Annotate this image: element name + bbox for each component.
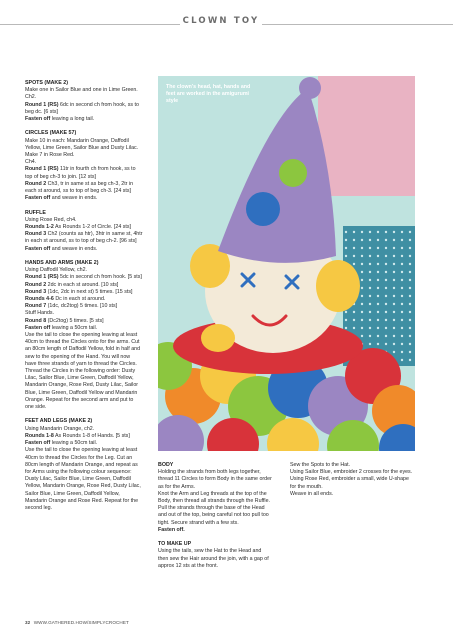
instruction-section (290, 462, 415, 498)
instruction-section (25, 260, 143, 411)
instruction-line (25, 296, 143, 303)
instruction-line (290, 469, 415, 476)
section-heading: CIRCLES (MAKE 57) (25, 130, 77, 137)
instruction-line (25, 325, 143, 332)
instruction-text: (1dc, 2dc in next st) 5 times. [15 sts] (46, 288, 133, 295)
instruction-text: Using the tails, sew the Hat to the Head and then sew the Hair around the join, with a gap of approx 12 sts at the front. (158, 548, 271, 569)
instruction-label: Fasten off (25, 116, 51, 123)
instruction-text: As Rounds 1-8 of Hands. [5 sts] (53, 432, 130, 439)
clown-toy-photo (158, 76, 415, 451)
instruction-text: (Dc2tog) 5 times. [5 sts] (46, 317, 104, 324)
instruction-line (158, 527, 273, 534)
instruction-text: Ch3, tr in same st as beg ch-3, 2tr in each st around, ss to top of beg ch-3. [24 sts] (25, 180, 135, 195)
instruction-line (25, 332, 143, 411)
header-rule-left (0, 24, 180, 25)
hair-right (316, 260, 360, 312)
instruction-text: Ch2. (25, 94, 37, 101)
instruction-text: Make one in Sailor Blue and one in Lime Green. (25, 87, 138, 94)
instruction-label: Fasten off (25, 440, 51, 447)
instruction-label: Rounds 1-8 (25, 432, 54, 439)
instruction-text: 5dc in second ch from hook. [5 sts] (58, 274, 142, 281)
instruction-line (25, 166, 143, 180)
instruction-text: 6dc in second ch from hook, ss to beg dc. [6 sts] (25, 101, 141, 115)
instruction-text: Sew the Spots to the Hat. (290, 462, 351, 468)
instruction-section (25, 80, 143, 123)
page-number: 32 (25, 620, 31, 625)
instruction-line (25, 433, 143, 440)
instruction-text: Using Daffodil Yellow, ch2. (25, 267, 88, 274)
page-header (0, 0, 453, 46)
instruction-text: Dc in each st around. (53, 296, 106, 303)
instruction-label: Round 1 (RS) (25, 166, 59, 173)
instruction-line (158, 469, 273, 491)
instruction-line (290, 476, 415, 490)
instruction-line (25, 138, 143, 160)
instruction-text: and weave in ends. (50, 245, 98, 252)
instruction-text: Weave in all ends. (290, 490, 334, 497)
section-title: CLOWN TOY (182, 16, 260, 26)
instruction-line (158, 548, 273, 570)
instruction-label: Round 1 (RS) (25, 101, 59, 108)
instruction-line (25, 87, 143, 94)
instruction-label: Round 3 (25, 231, 47, 238)
instruction-text: Using Mandarin Orange, ch2. (25, 425, 95, 432)
instruction-text: (1dc, dc2tog) 5 times. [10 sts] (46, 303, 118, 310)
instruction-text: Using Rose Red, embroider a small, wide U-shape for the mouth. (290, 476, 411, 490)
instruction-label: Round 7 (25, 303, 47, 310)
section-heading: BODY (158, 462, 174, 468)
instruction-line (25, 303, 143, 310)
section-heading: FEET AND LEGS (MAKE 2) (25, 418, 93, 425)
instruction-line (25, 231, 143, 245)
instruction-label: Fasten off. (158, 526, 185, 533)
photo-caption: The clown's head, hat, hands and feet are worked in the amigurumi style (166, 84, 251, 104)
instruction-line (25, 282, 143, 289)
instruction-line (25, 195, 143, 202)
instruction-line (158, 505, 273, 527)
instruction-text: Holding the strands from both legs together, thread 11 Circles to form Body in the same order as for the Arms. (158, 469, 274, 490)
instruction-text: Ch4. (25, 159, 37, 166)
hat-spot-blue (246, 192, 280, 226)
instruction-text: leaving a long tail. (50, 116, 95, 123)
instruction-line (290, 491, 415, 498)
instruction-line (290, 462, 415, 469)
hat-spot-green (279, 159, 307, 187)
instruction-text: 11tr in fourth ch from hook, ss to top of beg ch-3 to join. [12 sts] (25, 166, 138, 180)
instruction-text: 2dc in each st around. [10 sts] (46, 281, 119, 288)
instruction-line (25, 440, 143, 447)
hand (201, 324, 235, 352)
instruction-section (158, 541, 273, 570)
instruction-line (25, 94, 143, 101)
instruction-line (25, 289, 143, 296)
instruction-section (25, 418, 143, 512)
instruction-line (25, 274, 143, 281)
instruction-line (158, 491, 273, 505)
header-rule-right (262, 24, 453, 25)
instruction-label: Round 1 (RS) (25, 274, 59, 281)
instruction-label: Round 3 (25, 288, 47, 295)
text-column-middle (158, 462, 273, 577)
instruction-text: As Rounds 1-2 of Circle. [24 sts] (53, 224, 131, 231)
instruction-line (25, 318, 143, 325)
instruction-line (25, 102, 143, 116)
instruction-label: Fasten off (25, 324, 51, 331)
clown-illustration (158, 76, 415, 451)
text-column-right (290, 462, 415, 505)
instruction-text: Knot the Arm and Leg threads at the top of the Body, then thread all strands through the Ruffle. (158, 490, 270, 505)
instruction-text: Use the tail to close the opening leaving at least 40cm to thread the Circles onto for the arms. Cut an 80cm length of Daffodil Yellow, fold in half and sew to the opening of the Hand. You will now have three strands of yarn to thread the Circles. Thread the Circles in the following order: Dusty Lilac, Sailor Blue, Lime Green, Daffodil Yellow, Mandarin Orange, Rose Red, Dusty Lilac, Sailor Blue, Lime Green, Daffodil Yellow and Mandarin Orange. Repeat for the second arm and put to one side. (25, 332, 142, 411)
footer-url: WWW.GATHERED.HOW/SIMPLYCROCHET (33, 620, 129, 625)
instruction-label: Rounds 4-6 (25, 296, 54, 303)
section-heading: TO MAKE UP (158, 541, 192, 548)
instruction-section (25, 130, 143, 202)
text-column-left (25, 80, 143, 519)
instruction-section (25, 210, 143, 253)
instruction-text: Make 10 in each: Mandarin Orange, Daffodil Yellow, Lime Green, Sailor Blue and Dusty Lilac. Make 7 in Rose Red. (25, 137, 140, 159)
instruction-label: Round 2 (25, 281, 47, 288)
instruction-line (25, 267, 143, 274)
instruction-text: Pull the strands through the base of the Head and out of the top, being careful not too pull too tight. Secure strand with a few sts. (158, 505, 271, 526)
instruction-label: Round 2 (25, 180, 47, 187)
instruction-label: Round 8 (25, 317, 47, 324)
instruction-line (25, 310, 143, 317)
instruction-line (25, 116, 143, 123)
section-heading: HANDS AND ARMS (MAKE 2) (25, 260, 99, 267)
instruction-line (25, 426, 143, 433)
instruction-line (25, 159, 143, 166)
instruction-text: leaving a 50cm tail. (50, 440, 98, 447)
instruction-line (25, 181, 143, 195)
instruction-text: Stuff Hands. (25, 310, 55, 317)
instruction-line (25, 447, 143, 512)
instruction-text: and weave in ends. (50, 195, 98, 202)
instruction-line (25, 217, 143, 224)
section-heading: SPOTS (MAKE 2) (25, 80, 68, 86)
page-footer (25, 620, 129, 625)
instruction-line (25, 246, 143, 253)
instruction-text: Using Sailor Blue, embroider 2 crosses for the eyes. (290, 469, 413, 476)
instruction-text: Using Rose Red, ch4. (25, 216, 77, 223)
instruction-line (25, 224, 143, 231)
instruction-label: Fasten off (25, 195, 51, 202)
instruction-text: leaving a 50cm tail. (50, 324, 98, 331)
instruction-label: Fasten off (25, 245, 51, 252)
instruction-text: Ch2 (counts as htr), 3htr in same st, 4htr in each st around, ss to top of beg ch-2. [96 sts] (25, 231, 144, 245)
section-heading: RUFFLE (25, 209, 46, 216)
instruction-label: Rounds 1-2 (25, 224, 54, 231)
instruction-text: Use the tail to close the opening leaving at least 40cm to thread the Circles for the Leg. Cut an 80cm length of Mandarin Orange, and repeat as for Arms using the following colour sequence: Dusty Lilac, Sailor Blue, Lime Green, Daffodil Yellow, Mandarin Orange, Rose Red, Dusty Lilac, Sailor Blue, Lime Green, Daffodil Yellow, Mandarin Orange and Rose Red. Repeat for the second leg. (25, 447, 143, 511)
instruction-section (158, 462, 273, 534)
